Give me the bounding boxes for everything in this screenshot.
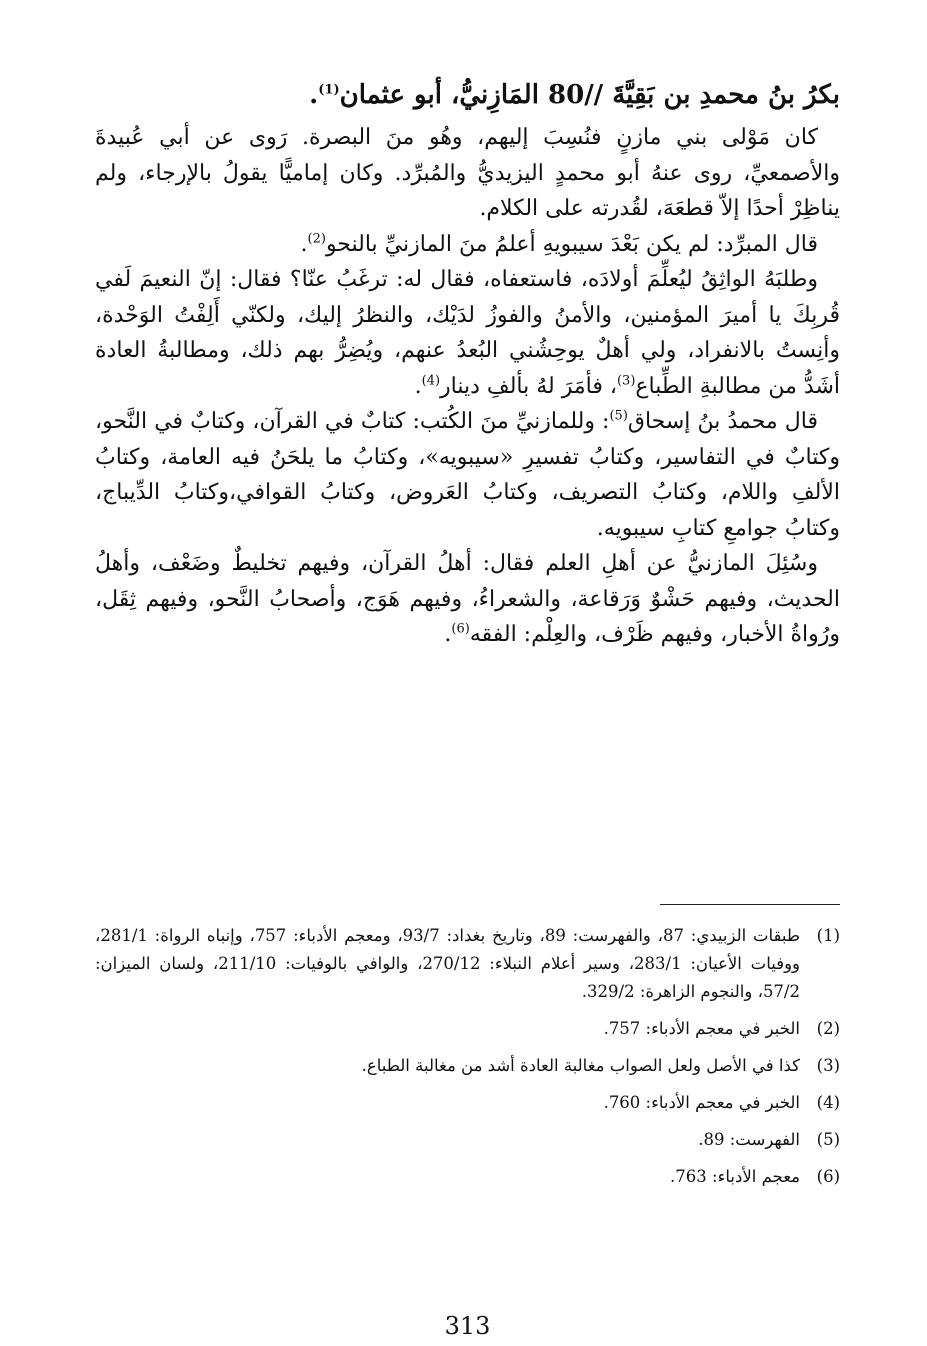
footnote	[95, 1015, 840, 1043]
page-number: 313	[444, 1312, 491, 1340]
footnote-ref: (4)	[421, 373, 441, 389]
title-end: .	[309, 80, 319, 110]
entry-title	[95, 72, 840, 118]
footnote	[95, 1163, 840, 1191]
footnote-text: كذا في الأصل ولعل الصواب مغالبة العادة أشد من مغالبة الطباع.	[361, 1056, 800, 1075]
footnote	[95, 1052, 840, 1080]
footnote-text: معجم الأدباء: 763.	[670, 1167, 800, 1186]
footnote-number: (3)	[816, 1056, 840, 1075]
footnote-text: الخبر في معجم الأدباء: 757.	[603, 1019, 800, 1038]
footnote-ref: (6)	[451, 621, 470, 637]
paragraph: قال المبرِّد: لم يكن بَعْدَ سيبويهِ أعلمُ منَ المازنيِّ بالنحو$^{(2)}$.	[300, 231, 818, 257]
footnote-ref: (3)	[616, 373, 636, 389]
paragraph: وسُئِلَ المازنيُّ عن أهلِ العلم فقال: أهلُ القرآن، وفيهم تخليطٌ وضَعْف، وأهلُ الحديث، وفيهم حَشْوٌ وَرَقاعة، والشعراءُ، وفيهم هَوَج، وأصحابُ النَّحو، وفيهم ثِقَل، ورُواةُ الأخبار، وفيهم ظَرْف، والعِلْم: الفقه$^{(6)}$.	[95, 551, 840, 647]
body-text	[95, 120, 840, 653]
page	[95, 72, 840, 1346]
title-text: بكرُ بنُ محمدِ بن بَقِيَّةَ //80 المَازِنيُّ، أبو عثمان	[339, 80, 840, 110]
footnote	[95, 1126, 840, 1154]
footnote-ref: (2)	[307, 231, 326, 247]
footnote-text: الفهرست: 89.	[698, 1130, 800, 1149]
paragraph: كان مَوْلى بني مازنٍ فنُسِبَ إليهم، وهُو منَ البصرة. رَوى عن أبي عُبيدةَ والأصمعيِّ، روى عنهُ أبو محمدٍ اليزيديُّ والمُبرِّد. وكان إماميًّا يقولُ بالإرجاء، ولم يناظِرْ أحدًا إلاّ قطعَهَ، لقُدرته على الكلام.	[95, 125, 840, 221]
footnote	[95, 922, 840, 1006]
footnote-separator	[660, 904, 840, 905]
paragraph: قال محمدُ بنُ إسحاق$^{(5)}$: وللمازنيِّ منَ الكُتب: كتابٌ في القرآن، وكتابٌ في النَّحو، وكتابٌ في التفاسير، وكتابُ تفسيرِ «سيبويه»، وكتابُ ما يلحَنُ فيه العامة، وكتابُ الألفِ واللام، وكتابُ التصريف، وكتابُ العَروض، وكتابُ القوافي،وكتابُ الدِّيباج، وكتابُ جوامعِ كتابِ سيبويه.	[95, 408, 840, 541]
footnote-text: طبقات الزبيدي: 87، والفهرست: 89، وتاريخ بغداد: 93/7، ومعجم الأدباء: 757، وإنباه الرواة: 281/1، ووفيات الأعيان: 283/1، وسير أعلام النبلاء: 270/12، والوافي بالوفيات: 211/10، ولسان الميزان: 57/2، والنجوم الزاهرة: 329/2.	[95, 926, 801, 1001]
footnote-number: (5)	[816, 1130, 840, 1149]
footnote-number: (2)	[816, 1019, 840, 1038]
paragraph: وطلبَهُ الواثِقُ ليُعلِّمَ أولادَه، فاستعفاه، فقال له: ترغَبُ عنّا؟ فقال: إنّ النعيمَ لَفي قُربِكَ يا أميرَ المؤمنين، والأمنُ والفوزُ لدَيْك، والنظرُ إليك، ولكنّي أَلِفْتُ الوَحْدة، وأنِستُ بالانفراد، ولي أهلٌ يوحِشُني البُعدُ عنهم، ويُضِرُّ بهم ذلك، ومطالبةُ العادة أشَدُّ من مطالبةِ الطِّباع$^{(3)}$، فأمَرَ لهُ بألفِ دينار$^{(4)}$.	[95, 267, 840, 399]
footnotes	[95, 922, 840, 1200]
footnote-ref: (5)	[609, 408, 628, 424]
footnote-number: (6)	[816, 1167, 840, 1186]
footnote-number: (4)	[816, 1093, 840, 1112]
footnote	[95, 1089, 840, 1117]
footnote-text: الخبر في معجم الأدباء: 760.	[603, 1093, 800, 1112]
footnote-number: (1)	[816, 926, 840, 945]
footnote-ref: (1)	[318, 82, 340, 98]
